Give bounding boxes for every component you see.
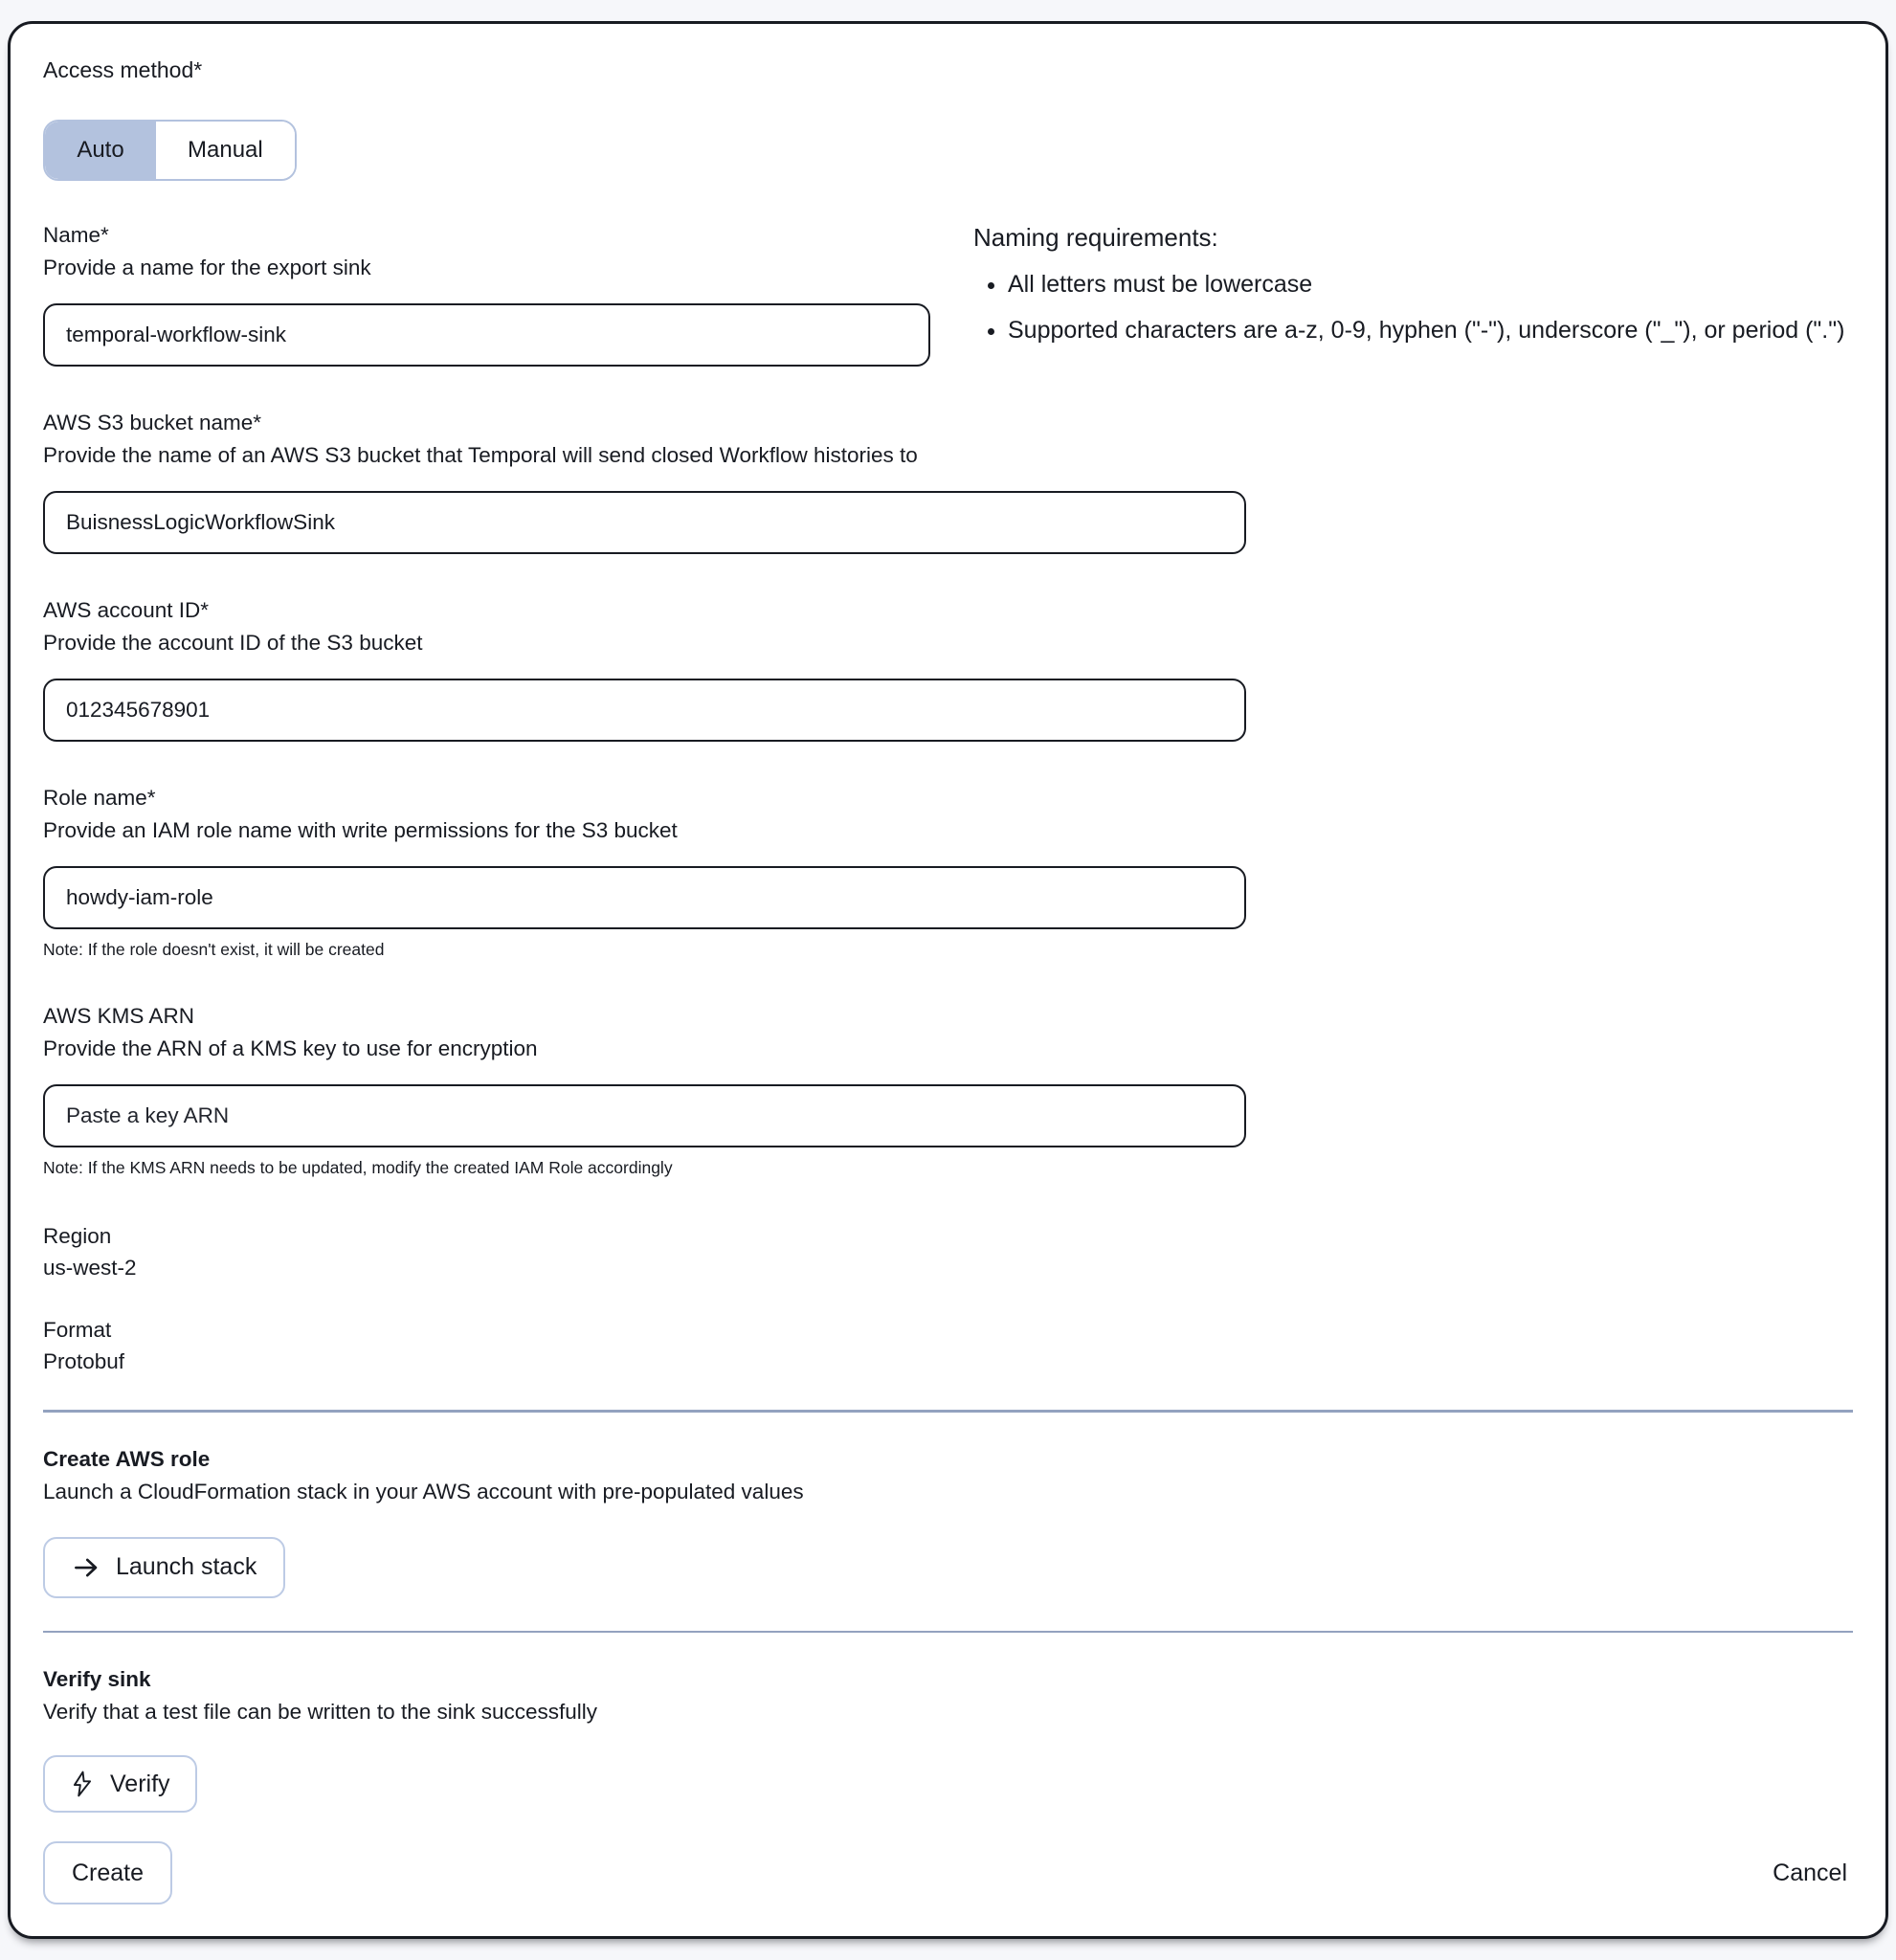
lightning-icon (70, 1771, 95, 1797)
naming-requirement-item: • All letters must be lowercase (1008, 265, 1863, 303)
kms-input[interactable] (43, 1084, 1246, 1147)
divider (43, 1631, 1853, 1634)
kms-description: Provide the ARN of a KMS key to use for encryption (43, 1036, 538, 1060)
naming-requirements-list (973, 265, 1863, 349)
arrow-right-icon (72, 1553, 100, 1582)
access-method-option-auto[interactable]: Auto (45, 122, 156, 179)
bucket-description: Provide the name of an AWS S3 bucket that Temporal will send closed Workflow histories to (43, 443, 918, 467)
access-method-label: Access method* (43, 57, 203, 82)
region-group (43, 1220, 1853, 1283)
bucket-label: AWS S3 bucket name* (43, 411, 262, 434)
divider (43, 1410, 1853, 1413)
kms-field-group (43, 1000, 1853, 1178)
name-field-group (43, 219, 930, 367)
name-input[interactable] (43, 303, 930, 367)
account-label: AWS account ID* (43, 598, 209, 622)
role-field-group (43, 782, 1853, 960)
launch-stack-button-label: Launch stack (116, 1553, 257, 1580)
launch-stack-button[interactable] (43, 1537, 285, 1598)
naming-requirement-item: • Supported characters are a-z, 0-9, hyphen ("-"), underscore ("_"), or period (".") (1008, 311, 1863, 349)
bucket-field-group (43, 407, 1853, 554)
bucket-input[interactable] (43, 491, 1246, 554)
create-aws-role-description: Launch a CloudFormation stack in your AWS account with pre-populated values (43, 1479, 804, 1503)
cancel-button[interactable]: Cancel (1773, 1859, 1847, 1886)
name-label: Name* (43, 223, 109, 247)
format-value: Protobuf (43, 1349, 125, 1373)
verify-sink-description: Verify that a test file can be written to the sink successfully (43, 1700, 598, 1724)
account-input[interactable] (43, 679, 1246, 742)
role-note: Note: If the role doesn't exist, it will be created (43, 940, 385, 959)
kms-note: Note: If the KMS ARN needs to be updated, modify the created IAM Role accordingly (43, 1158, 673, 1177)
region-label: Region (43, 1224, 112, 1248)
access-method-option-manual[interactable]: Manual (156, 122, 295, 179)
name-description: Provide a name for the export sink (43, 256, 371, 279)
format-label: Format (43, 1318, 112, 1342)
account-description: Provide the account ID of the S3 bucket (43, 631, 423, 655)
account-field-group (43, 594, 1853, 742)
format-group (43, 1314, 1853, 1377)
verify-button[interactable] (43, 1755, 197, 1813)
region-value: us-west-2 (43, 1256, 137, 1280)
create-aws-role-title: Create AWS role (43, 1446, 211, 1471)
access-method-toggle (43, 120, 297, 181)
role-input[interactable] (43, 866, 1246, 929)
name-and-requirements-row (43, 219, 1853, 367)
verify-sink-section (43, 1663, 1853, 1813)
naming-requirements-title: Naming requirements: (973, 223, 1218, 252)
create-aws-role-section (43, 1443, 1853, 1598)
naming-requirements (973, 219, 1863, 367)
verify-button-label: Verify (110, 1770, 170, 1797)
export-sink-form-card (8, 21, 1888, 1939)
verify-sink-title: Verify sink (43, 1667, 151, 1691)
form-footer (43, 1841, 1853, 1904)
kms-label: AWS KMS ARN (43, 1004, 194, 1028)
create-button[interactable]: Create (43, 1841, 172, 1904)
role-description: Provide an IAM role name with write permissions for the S3 bucket (43, 818, 678, 842)
role-label: Role name* (43, 786, 156, 810)
